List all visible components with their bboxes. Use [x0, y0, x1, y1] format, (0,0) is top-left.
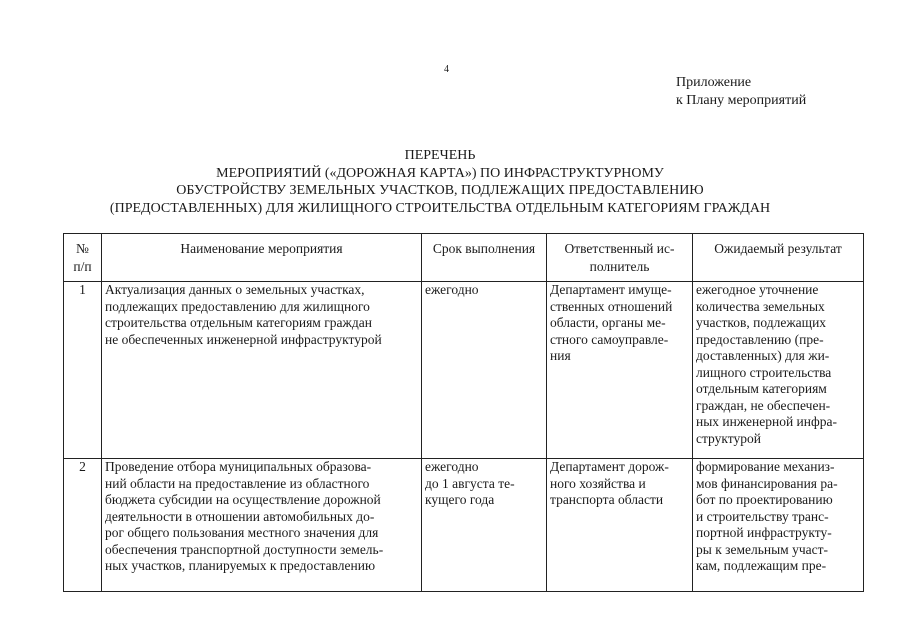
header-name: [102, 234, 422, 282]
deadline-cell: [422, 459, 547, 592]
appendix-line-2: к Плану мероприятий: [676, 93, 807, 108]
responsible: Департамент дорож- ного хозяйства и транспорта области: [550, 459, 669, 507]
responsible-cell: [547, 459, 693, 592]
appendix-note: [676, 74, 806, 110]
appendix-line-1: Приложение: [676, 75, 752, 90]
header-term-label: Срок выполнения: [432, 241, 536, 256]
title-line-3: ОБУСТРОЙСТВУ ЗЕМЕЛЬНЫХ УЧАСТКОВ, ПОДЛЕЖАЩИХ ПРЕДОСТАВЛЕНИЮ: [176, 183, 704, 198]
header-responsible: [547, 234, 693, 282]
responsible: Департамент имуще- ственных отношений области, органы ме- стного самоуправле- ния: [550, 282, 673, 363]
row-number-cell: [64, 282, 102, 459]
measures-table: [63, 233, 864, 592]
header-name-label: Наименование мероприятия: [180, 241, 343, 256]
expected-result-cell: [693, 282, 864, 459]
page-number: 4: [444, 64, 449, 75]
header-term: [422, 234, 547, 282]
row-number: 2: [79, 459, 86, 474]
row-number: 1: [79, 282, 86, 297]
header-result: [693, 234, 864, 282]
expected-result: формирование механиз- мов финансирования ра- бот по проектированию и строительству транс- портной инфраструкту- ры к земельным участ- кам, подлежащим пре-: [696, 459, 838, 573]
measure-name-cell: [102, 282, 422, 459]
deadline-cell: [422, 282, 547, 459]
expected-result: ежегодное уточнение количества земельных участков, подлежащих предоставлению (пре- доставленных) для жи- лищного строительства отдельным категориям граждан, не обеспечен- ных инженерной инфра- структурой: [696, 282, 837, 446]
table-header-row: [64, 234, 864, 282]
row-number-cell: [64, 459, 102, 592]
deadline: ежегодно: [425, 282, 479, 297]
measure-name: Актуализация данных о земельных участках, подлежащих предоставлению для жилищного строительства отдельным категориям граждан не обеспеченных инженерной инфраструктурой: [105, 282, 382, 347]
document-title: [60, 147, 820, 217]
measure-name: Проведение отбора муниципальных образова- ний области на предоставление из областного бюджета субсидии на осуществление дорожной деятельности в отношении автомобильных до- рог общего пользования местного значения для обеспечения транспортной доступности земель- ных участков, планируемых к предоставлению: [105, 459, 384, 573]
header-num-label: № п/п: [73, 241, 92, 274]
measure-name-cell: [102, 459, 422, 592]
deadline: ежегодно до 1 августа те- кущего года: [425, 459, 515, 507]
title-line-1: ПЕРЕЧЕНЬ: [404, 148, 476, 163]
responsible-cell: [547, 282, 693, 459]
title-line-4: (ПРЕДОСТАВЛЕННЫХ) ДЛЯ ЖИЛИЩНОГО СТРОИТЕЛЬСТВА ОТДЕЛЬНЫМ КАТЕГОРИЯМ ГРАЖДАН: [109, 200, 771, 216]
table-row: [64, 459, 864, 592]
expected-result-cell: [693, 459, 864, 592]
table-row: [64, 282, 864, 459]
title-line-2: МЕРОПРИЯТИЙ («ДОРОЖНАЯ КАРТА») ПО ИНФРАСТРУКТУРНОМУ: [216, 165, 664, 181]
header-num: [64, 234, 102, 282]
header-responsible-label: Ответственный ис- полнитель: [564, 241, 675, 274]
header-result-label: Ожидаемый результат: [714, 241, 842, 256]
